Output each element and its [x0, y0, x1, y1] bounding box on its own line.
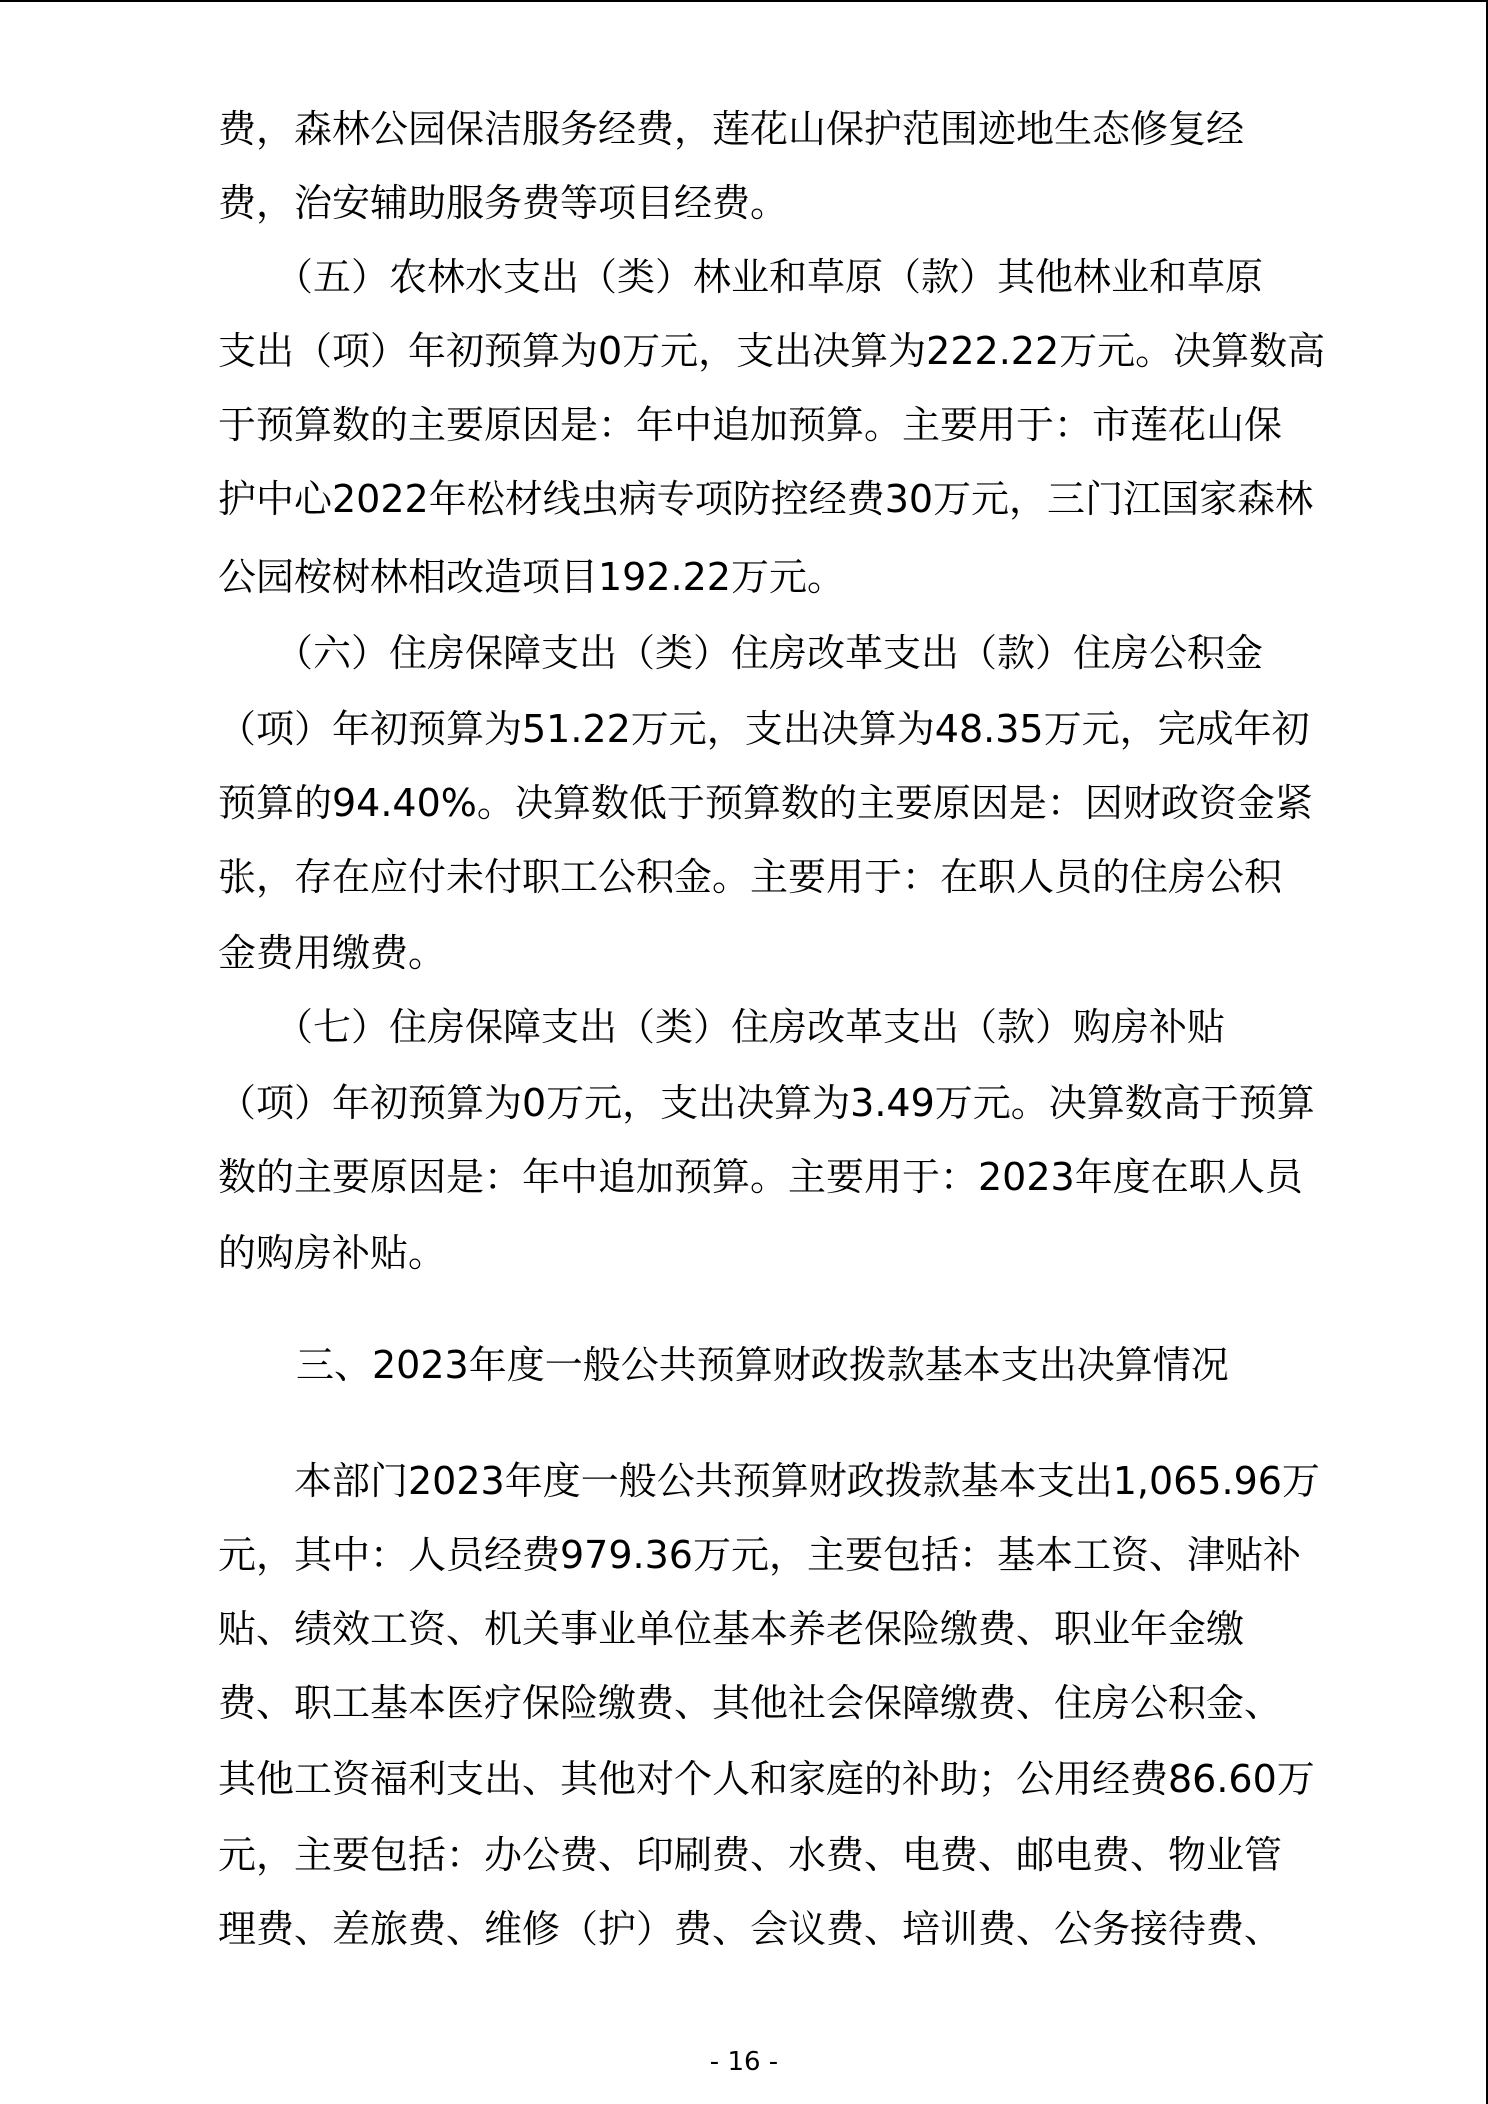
text-line: 费、职工基本医疗保险缴费、其他社会保障缴费、住房公积金、: [218, 1681, 1283, 1725]
text-line: 本部门2023年度一般公共预算财政拨款基本支出1,065.96万: [218, 1459, 1320, 1503]
text-line: 元，其中：人员经费979.36万元，主要包括：基本工资、津贴补: [218, 1533, 1301, 1577]
text-line: 贴、绩效工资、机关事业单位基本养老保险缴费、职业年金缴: [218, 1607, 1245, 1651]
text-line: （项）年初预算为0万元，支出决算为3.49万元。决算数高于预算: [218, 1081, 1315, 1125]
text-line: （六）住房保障支出（类）住房改革支出（款）住房公积金: [218, 631, 1264, 675]
text-line: 的购房补贴。: [218, 1231, 447, 1275]
text-line: 公园桉树林相改造项目192.22万元。: [218, 555, 845, 599]
page-number: - 16 -: [709, 2047, 779, 2077]
text-line: 支出（项）年初预算为0万元，支出决算为222.22万元。决算数高: [218, 329, 1326, 373]
section-heading: 三、2023年度一般公共预算财政拨款基本支出决算情况: [296, 1343, 1229, 1387]
page-top-border: [0, 0, 1488, 2]
text-line: 护中心2022年松材线虫病专项防控经费30万元，三门江国家森林: [218, 477, 1314, 521]
text-line: 费，治安辅助服务费等项目经费。: [218, 181, 789, 225]
text-line: 数的主要原因是：年中追加预算。主要用于：2023年度在职人员: [218, 1155, 1303, 1199]
text-line: 元，主要包括：办公费、印刷费、水费、电费、邮电费、物业管: [218, 1833, 1283, 1877]
text-line: 于预算数的主要原因是：年中追加预算。主要用于：市莲花山保: [218, 403, 1283, 447]
text-line: （五）农林水支出（类）林业和草原（款）其他林业和草原: [218, 255, 1264, 299]
text-line: 理费、差旅费、维修（护）费、会议费、培训费、公务接待费、: [218, 1907, 1283, 1951]
text-line: 张，存在应付未付职工公积金。主要用于：在职人员的住房公积: [218, 855, 1283, 899]
text-line: 金费用缴费。: [218, 931, 447, 975]
text-line: 费，森林公园保洁服务经费，莲花山保护范围迹地生态修复经: [218, 107, 1245, 151]
text-line: 其他工资福利支出、其他对个人和家庭的补助；公用经费86.60万: [218, 1757, 1315, 1801]
text-line: （七）住房保障支出（类）住房改革支出（款）购房补贴: [218, 1005, 1226, 1049]
text-line: 预算的94.40%。决算数低于预算数的主要原因是：因财政资金紧: [218, 781, 1313, 825]
text-line: （项）年初预算为51.22万元，支出决算为48.35万元，完成年初: [218, 707, 1310, 751]
